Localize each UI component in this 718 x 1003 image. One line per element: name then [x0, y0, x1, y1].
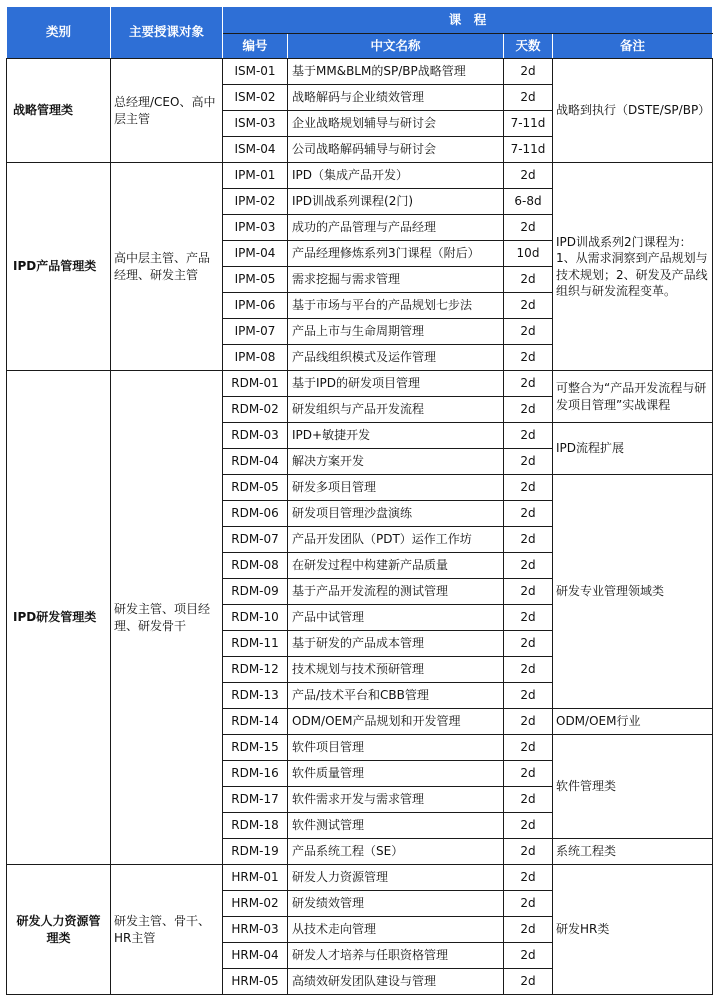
course-days: 7-11d	[504, 111, 553, 137]
course-name: 企业战略规划辅导与研讨会	[288, 111, 504, 137]
course-days: 2d	[504, 657, 553, 683]
course-code: RDM-18	[223, 813, 288, 839]
course-code: ISM-02	[223, 85, 288, 111]
header-days: 天数	[504, 34, 553, 59]
course-days: 2d	[504, 865, 553, 891]
course-days: 2d	[504, 397, 553, 423]
course-days: 2d	[504, 501, 553, 527]
course-days: 2d	[504, 553, 553, 579]
course-code: RDM-13	[223, 683, 288, 709]
course-code: ISM-03	[223, 111, 288, 137]
course-name: 公司战略解码辅导与研讨会	[288, 137, 504, 163]
course-name: 产品线组织模式及运作管理	[288, 345, 504, 371]
course-name: 高绩效研发团队建设与管理	[288, 969, 504, 995]
course-code: RDM-09	[223, 579, 288, 605]
course-days: 2d	[504, 631, 553, 657]
audience-cell: 总经理/CEO、高中层主管	[111, 59, 223, 163]
course-code: RDM-16	[223, 761, 288, 787]
audience-cell: 研发主管、项目经理、研发骨干	[111, 371, 223, 865]
header-code: 编号	[223, 34, 288, 59]
course-code: RDM-08	[223, 553, 288, 579]
audience-cell: 高中层主管、产品经理、研发主管	[111, 163, 223, 371]
course-days: 2d	[504, 59, 553, 85]
course-name: 产品开发团队（PDT）运作工作坊	[288, 527, 504, 553]
header-category: 类别	[7, 7, 111, 59]
course-code: HRM-02	[223, 891, 288, 917]
course-name: 软件质量管理	[288, 761, 504, 787]
course-days: 2d	[504, 787, 553, 813]
course-code: IPM-04	[223, 241, 288, 267]
course-name: 产品系统工程（SE）	[288, 839, 504, 865]
course-days: 2d	[504, 735, 553, 761]
course-code: RDM-06	[223, 501, 288, 527]
course-name: 基于产品开发流程的测试管理	[288, 579, 504, 605]
course-name: IPD（集成产品开发）	[288, 163, 504, 189]
course-name: 基于市场与平台的产品规划七步法	[288, 293, 504, 319]
course-days: 2d	[504, 969, 553, 995]
course-name: 研发绩效管理	[288, 891, 504, 917]
course-name: 需求挖掘与需求管理	[288, 267, 504, 293]
course-code: ISM-01	[223, 59, 288, 85]
course-name: 研发人才培养与任职资格管理	[288, 943, 504, 969]
course-name: 研发组织与产品开发流程	[288, 397, 504, 423]
course-days: 2d	[504, 345, 553, 371]
course-code: IPM-01	[223, 163, 288, 189]
note-cell: 战略到执行（DSTE/SP/BP）	[553, 59, 713, 163]
note-cell: ODM/OEM行业	[553, 709, 713, 735]
course-code: ISM-04	[223, 137, 288, 163]
course-name: 战略解码与企业绩效管理	[288, 85, 504, 111]
course-days: 2d	[504, 449, 553, 475]
note-cell: 软件管理类	[553, 735, 713, 839]
course-name: 成功的产品管理与产品经理	[288, 215, 504, 241]
course-code: RDM-11	[223, 631, 288, 657]
course-days: 2d	[504, 709, 553, 735]
note-cell: 可整合为“产品开发流程与研发项目管理”实战课程	[553, 371, 713, 423]
course-name: 产品上市与生命周期管理	[288, 319, 504, 345]
note-cell: IPD流程扩展	[553, 423, 713, 475]
course-days: 10d	[504, 241, 553, 267]
course-days: 2d	[504, 761, 553, 787]
note-cell: 研发专业管理领域类	[553, 475, 713, 709]
course-code: RDM-19	[223, 839, 288, 865]
course-code: RDM-12	[223, 657, 288, 683]
course-code: IPM-07	[223, 319, 288, 345]
course-days: 6-8d	[504, 189, 553, 215]
course-code: IPM-03	[223, 215, 288, 241]
course-code: RDM-02	[223, 397, 288, 423]
course-name: 解决方案开发	[288, 449, 504, 475]
course-name: 产品/技术平台和CBB管理	[288, 683, 504, 709]
header-course: 课 程	[223, 7, 713, 34]
course-days: 2d	[504, 319, 553, 345]
course-days: 7-11d	[504, 137, 553, 163]
course-name: 从技术走向管理	[288, 917, 504, 943]
course-name: IPD+敏捷开发	[288, 423, 504, 449]
course-days: 2d	[504, 215, 553, 241]
course-code: HRM-04	[223, 943, 288, 969]
course-table	[6, 6, 713, 995]
course-name: 基于IPD的研发项目管理	[288, 371, 504, 397]
course-code: HRM-01	[223, 865, 288, 891]
course-days: 2d	[504, 371, 553, 397]
course-name: 研发人力资源管理	[288, 865, 504, 891]
course-code: RDM-10	[223, 605, 288, 631]
course-name: 软件需求开发与需求管理	[288, 787, 504, 813]
header-note: 备注	[553, 34, 713, 59]
course-days: 2d	[504, 163, 553, 189]
course-name: 技术规划与技术预研管理	[288, 657, 504, 683]
course-days: 2d	[504, 527, 553, 553]
course-name: 研发多项目管理	[288, 475, 504, 501]
course-code: RDM-04	[223, 449, 288, 475]
course-code: IPM-02	[223, 189, 288, 215]
course-name: ODM/OEM产品规划和开发管理	[288, 709, 504, 735]
note-cell: 研发HR类	[553, 865, 713, 995]
category-cell: 战略管理类	[7, 59, 111, 163]
course-days: 2d	[504, 943, 553, 969]
course-code: IPM-05	[223, 267, 288, 293]
course-days: 2d	[504, 267, 553, 293]
course-days: 2d	[504, 917, 553, 943]
audience-cell: 研发主管、骨干、HR主管	[111, 865, 223, 995]
course-code: HRM-05	[223, 969, 288, 995]
course-name: 软件项目管理	[288, 735, 504, 761]
course-code: IPM-06	[223, 293, 288, 319]
category-cell: 研发人力资源管理类	[7, 865, 111, 995]
course-days: 2d	[504, 813, 553, 839]
course-code: RDM-01	[223, 371, 288, 397]
course-code: HRM-03	[223, 917, 288, 943]
course-days: 2d	[504, 891, 553, 917]
course-code: IPM-08	[223, 345, 288, 371]
course-name: 基于研发的产品成本管理	[288, 631, 504, 657]
course-table-container	[6, 6, 713, 995]
course-name: 在研发过程中构建新产品质量	[288, 553, 504, 579]
header-name: 中文名称	[288, 34, 504, 59]
course-name: 产品经理修炼系列3门课程（附后）	[288, 241, 504, 267]
course-days: 2d	[504, 423, 553, 449]
course-code: RDM-07	[223, 527, 288, 553]
course-name: IPD训战系列课程(2门)	[288, 189, 504, 215]
header-audience: 主要授课对象	[111, 7, 223, 59]
course-name: 研发项目管理沙盘演练	[288, 501, 504, 527]
note-cell: IPD训战系列2门课程为：1、从需求洞察到产品规划与技术规划；2、研发及产品线组织与研发流程变革。	[553, 163, 713, 371]
course-days: 2d	[504, 475, 553, 501]
course-days: 2d	[504, 293, 553, 319]
category-cell: IPD产品管理类	[7, 163, 111, 371]
course-code: RDM-14	[223, 709, 288, 735]
course-days: 2d	[504, 605, 553, 631]
course-name: 基于MM&BLM的SP/BP战略管理	[288, 59, 504, 85]
course-code: RDM-17	[223, 787, 288, 813]
course-name: 产品中试管理	[288, 605, 504, 631]
course-days: 2d	[504, 839, 553, 865]
course-code: RDM-05	[223, 475, 288, 501]
course-name: 软件测试管理	[288, 813, 504, 839]
course-days: 2d	[504, 683, 553, 709]
note-cell: 系统工程类	[553, 839, 713, 865]
course-days: 2d	[504, 85, 553, 111]
course-days: 2d	[504, 579, 553, 605]
course-code: RDM-03	[223, 423, 288, 449]
category-cell: IPD研发管理类	[7, 371, 111, 865]
course-code: RDM-15	[223, 735, 288, 761]
